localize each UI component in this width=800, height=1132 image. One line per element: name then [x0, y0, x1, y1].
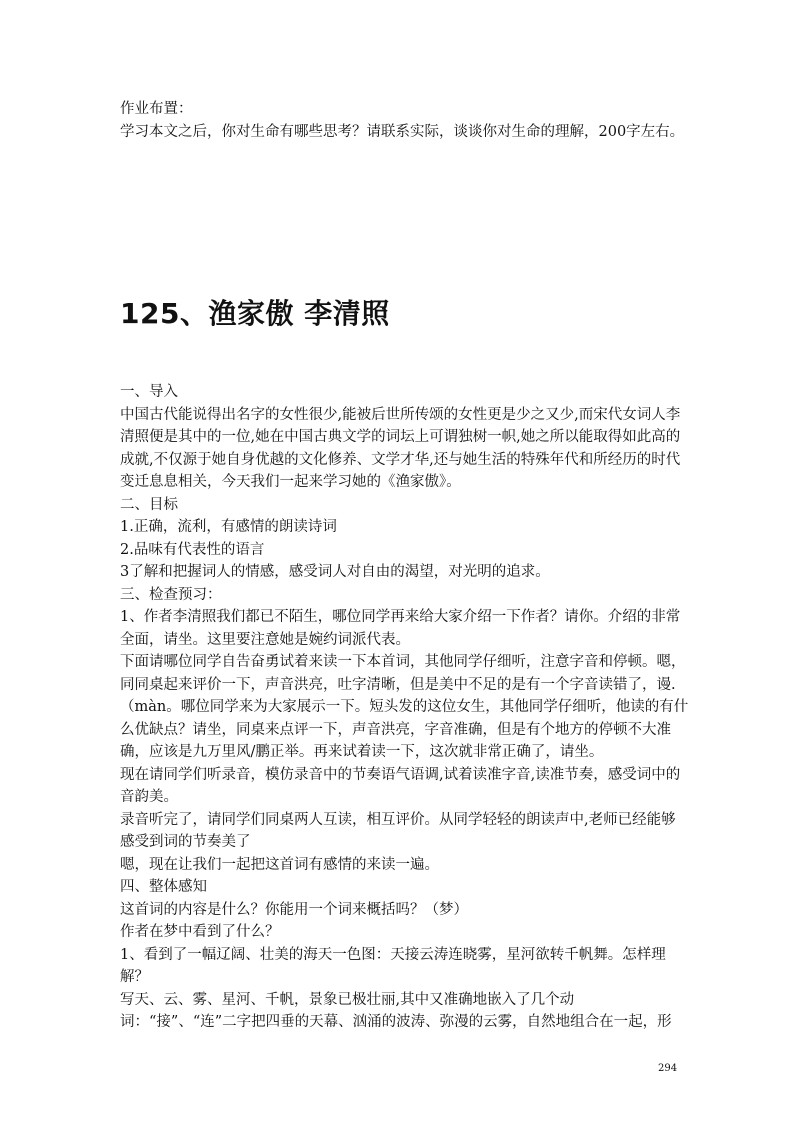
paragraph: 嗯，现在让我们一起把这首词有感情的来读一遍。 [120, 856, 439, 873]
paragraph: 中国古代能说得出名字的女性很少,能被后世所传颂的女性更是少之又少,而宋代女词人李清照便是其中的一位,她在中国古典文学的词坛上可谓独树一帜,她之所以能取得如此高的成就,不仅源于她自身优越的文化修养、文学才华,还与她生活的特殊年代和所经历的时代变迁息息相关，今天我们一起来学习她的《渔家傲》。 [120, 406, 681, 490]
homework-section [120, 98, 690, 143]
paragraph: 写天、云、雾、星河、千帆，景象已极壮丽,其中又准确地嵌入了几个动词：“接”、“连”二字把四垂的天幕、汹涌的波涛、弥漫的云雾，自然地组合在一起，形 [120, 991, 672, 1030]
paragraph: 下面请哪位同学自告奋勇试着来读一下本首词，其他同学仔细听，注意字音和停顿。嗯，同同桌起来评价一下，声音洪亮，吐字清晰，但是美中不足的是有一个字音读错了，谩.（màn。哪位同学来为大家展示一下。短头发的这位女生，其他同学仔细听，他读的有什么优缺点？请坐，同桌来点评一下，声音洪亮，字音准确，但是有个地方的停顿不大准确，应该是九万里风/鹏正举。再来试着读一下，这次就非常正确了，请坐。 [120, 654, 689, 760]
paragraph: 录音听完了，请同学们同桌两人互读，相互评价。从同学轻轻的朗读声中,老师已经能够感受到词的节奏美了 [120, 811, 676, 850]
section-heading-intro: 一、导入 [120, 384, 178, 400]
paragraph: 1、作者李清照我们都已不陌生，哪位同学再来给大家介绍一下作者？请你。介绍的非常全面，请坐。这里要注意她是婉约词派代表。 [120, 609, 681, 648]
section-heading-preview: 三、检查预习： [120, 586, 222, 603]
paragraph: 现在请同学们听录音，模仿录音中的节奏语气语调,试着读准字音,读准节奏，感受词中的音韵美。 [120, 766, 681, 805]
page-number: 294 [658, 1063, 678, 1074]
section-heading-overview: 四、整体感知 [120, 879, 207, 895]
homework-text: 学习本文之后，你对生命有哪些思考？请联系实际，谈谈你对生命的理解，200字左右。 [120, 123, 685, 140]
paragraph: 作者在梦中看到了什么？ [120, 924, 280, 940]
lesson-title: 125、渔家傲 李清照 [120, 297, 390, 330]
paragraph: 1、看到了一幅辽阔、壮美的海天一色图：天接云涛连晓雾，星河欲转千帆舞。怎样理解？ [120, 946, 666, 985]
list-item: 3了解和把握词人的情感，感受词人对自由的渴望，对光明的追求。 [120, 564, 550, 580]
paragraph: 这首词的内容是什么？你能用一个词来概括吗？（梦） [120, 901, 468, 918]
section-heading-goals: 二、目标 [120, 496, 178, 513]
list-item: 2.品味有代表性的语言 [120, 541, 265, 558]
homework-heading: 作业布置： [120, 101, 193, 117]
lesson-body [120, 381, 690, 1034]
list-item: 1.正确，流利，有感情的朗读诗词 [120, 519, 337, 535]
